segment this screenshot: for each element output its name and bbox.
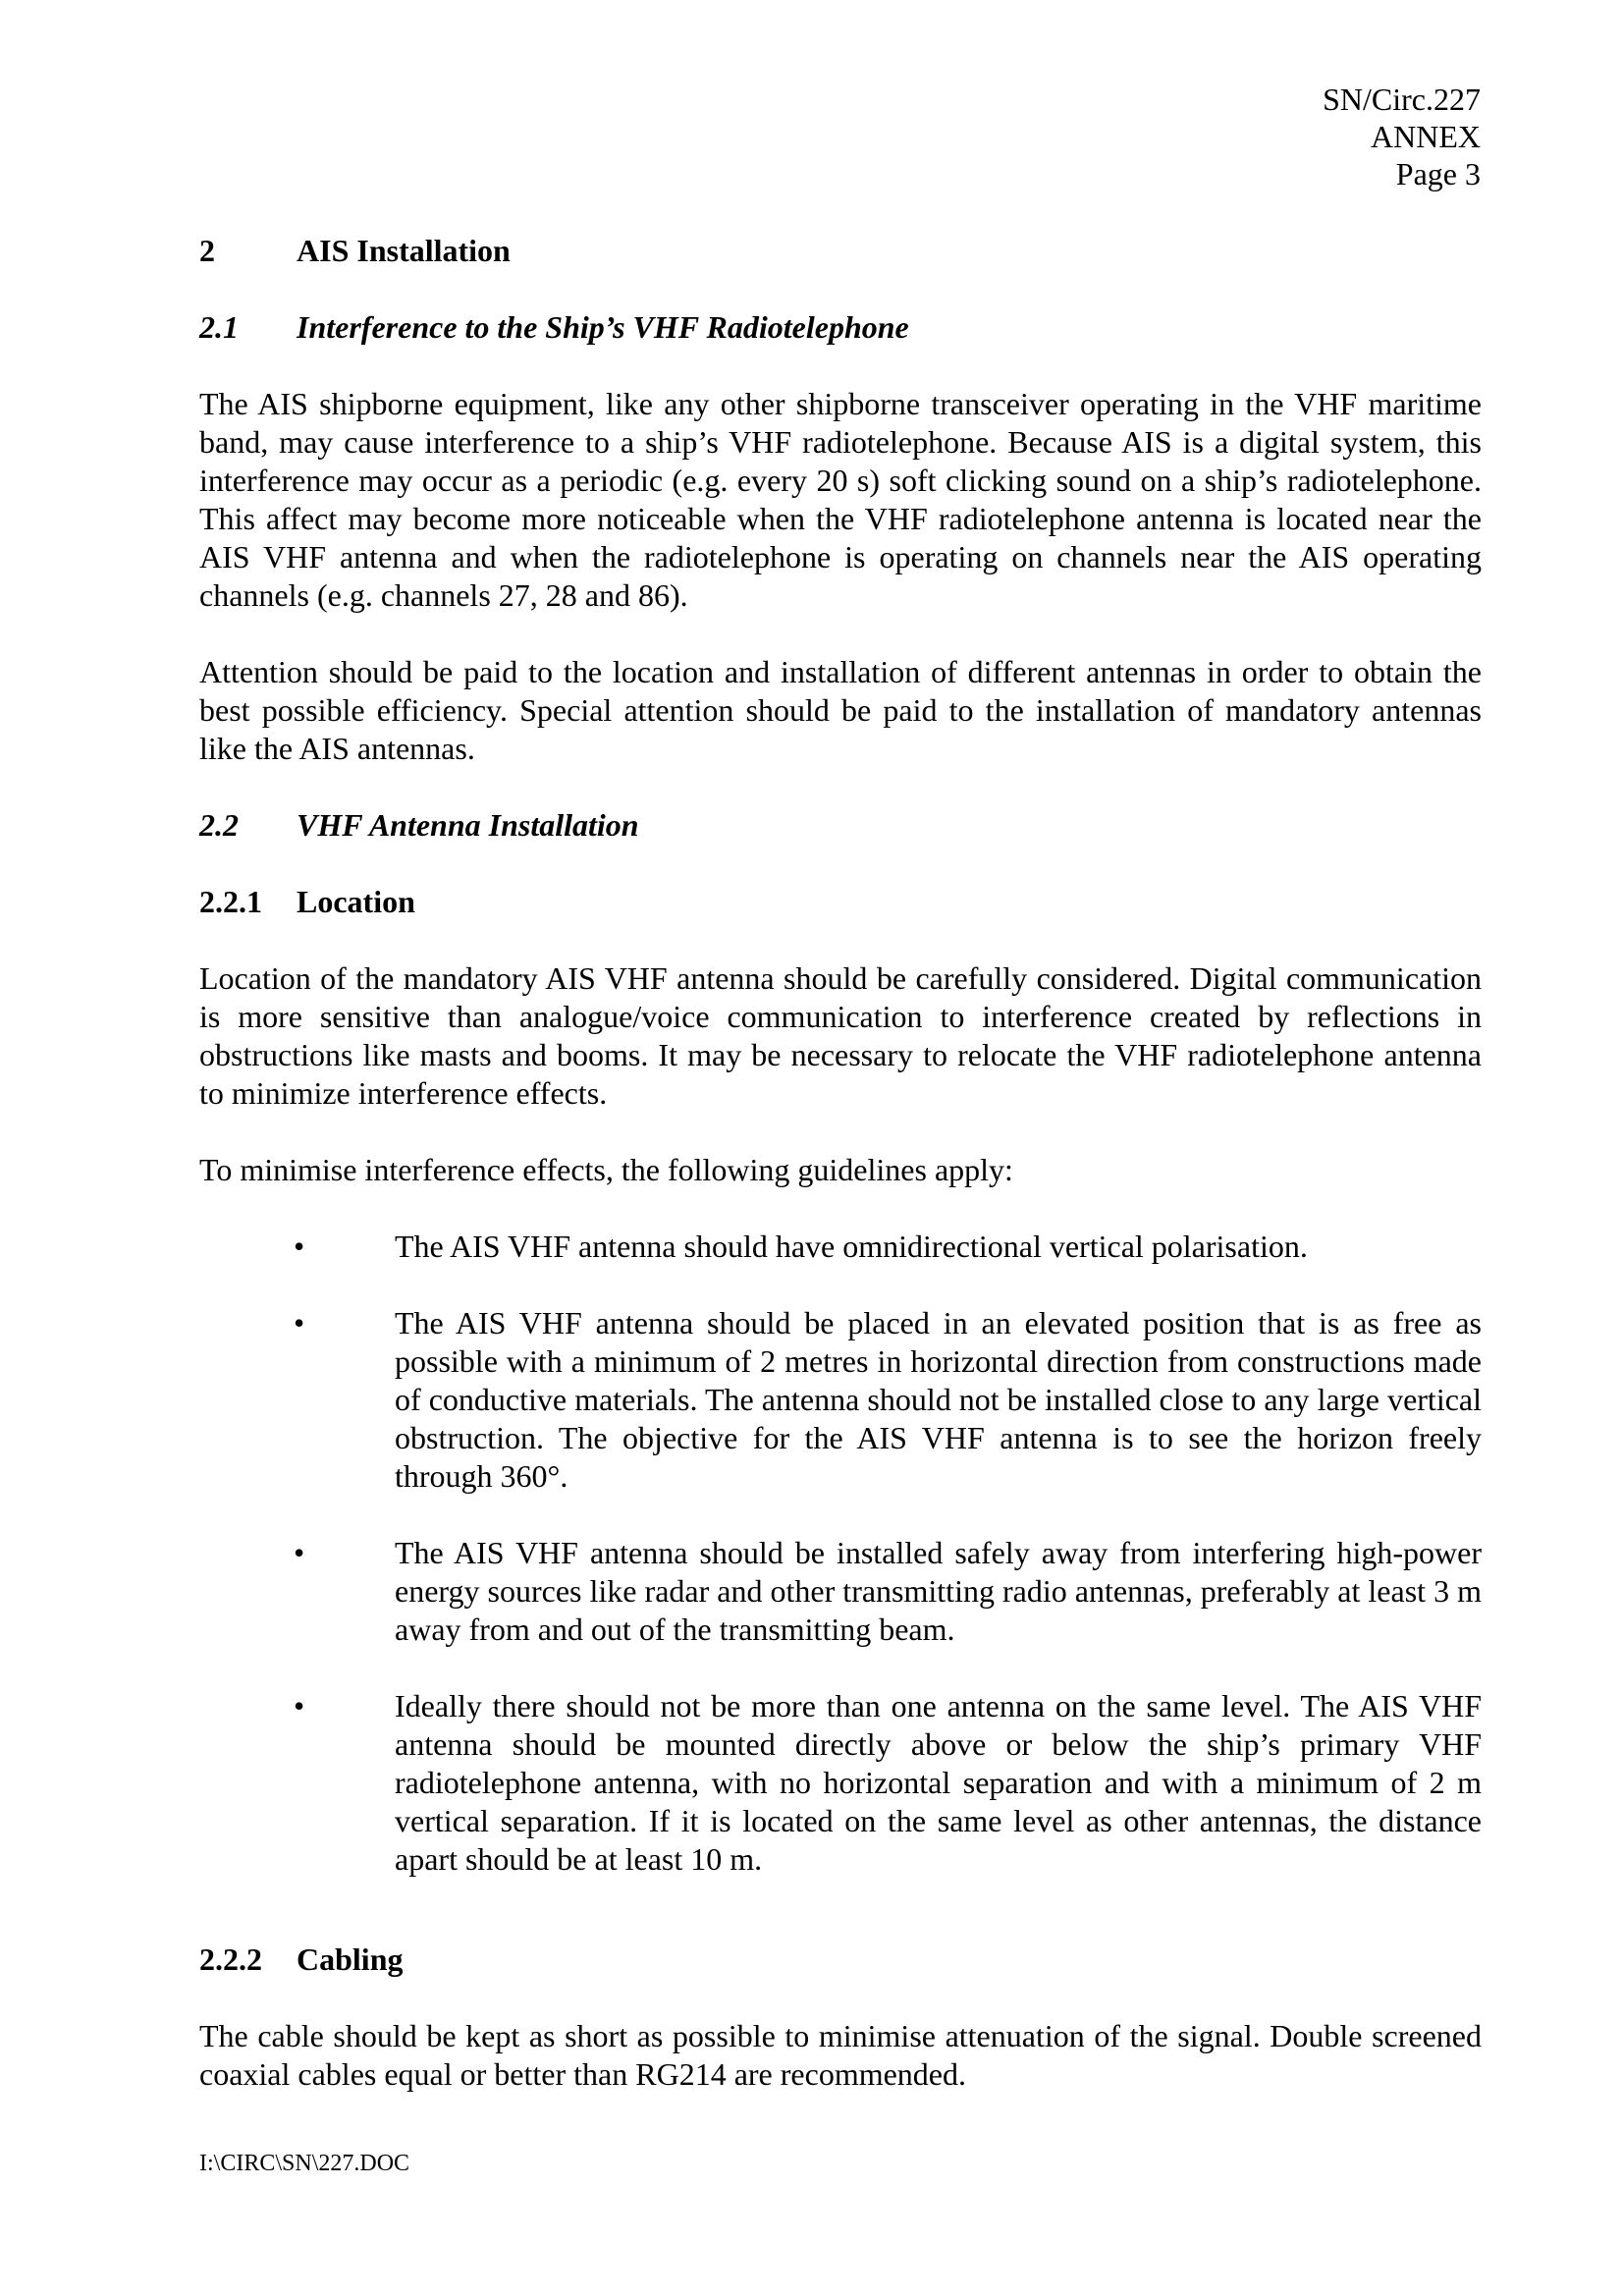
list-item-text: The AIS VHF antenna should be installed safely away from interfering high-power energy sources like radar and other transmitting radio antennas, preferably at least 3 m away from and out of the transmitting beam. xyxy=(395,1535,1482,1647)
paragraph-attention: Attention should be paid to the location and installation of different antennas in order to obtain the best possible efficiency. Special attention should be paid to the installation of mandatory antennas like the AIS antennas. xyxy=(199,654,1482,766)
bullet-icon: • xyxy=(294,1688,305,1723)
list-item-text: The AIS VHF antenna should have omnidirectional vertical polarisation. xyxy=(395,1229,1308,1264)
file-path-footer: I:\CIRC\SN\227.DOC xyxy=(199,2151,410,2176)
bullet-icon: • xyxy=(294,1305,305,1340)
page-number: Page 3 xyxy=(1395,156,1481,191)
list-item-text: The AIS VHF antenna should be placed in an elevated position that is as free as possible with a minimum of 2 metres in horizontal direction from constructions made of conductive materials. The antenna should not be installed close to any large vertical obstruction. The objective for the AIS VHF antenna is to see the horizon freely through 360°. xyxy=(395,1305,1482,1494)
section-title: Interference to the Ship’s VHF Radiotelephone xyxy=(297,309,909,345)
page-header xyxy=(1323,81,1481,192)
section-number: 2.2.2 xyxy=(199,1941,262,1977)
section-title: AIS Installation xyxy=(297,233,511,268)
annex-label: ANNEX xyxy=(1371,119,1481,154)
section-title: Cabling xyxy=(297,1941,404,1977)
section-number: 2.2.1 xyxy=(199,884,262,919)
paragraph-interference: The AIS shipborne equipment, like any other shipborne transceiver operating in the VHF maritime band, may cause interference to a ship’s VHF radiotelephone. Because AIS is a digital system, this interference may occur as a periodic (e.g. every 20 s) soft clicking sound on a ship’s radiotelephone. This affect may become more noticeable when the VHF radiotelephone antenna is located near the AIS VHF antenna and when the radiotelephone is operating on channels near the AIS operating channels (e.g. channels 27, 28 and 86). xyxy=(199,386,1482,613)
paragraph-guidelines-intro: To minimise interference effects, the following guidelines apply: xyxy=(199,1152,1013,1187)
document-reference: SN/Circ.227 xyxy=(1323,82,1481,117)
section-title: VHF Antenna Installation xyxy=(297,807,639,843)
list-item-text: Ideally there should not be more than one antenna on the same level. The AIS VHF antenna should be mounted directly above or below the ship’s primary VHF radiotelephone antenna, with no horizontal separation and with a minimum of 2 m vertical separation. If it is located on the same level as other antennas, the distance apart should be at least 10 m. xyxy=(395,1688,1482,1877)
paragraph-location: Location of the mandatory AIS VHF antenna should be carefully considered. Digital communication is more sensitive than analogue/voice communication to interference created by reflections in obstructions like masts and booms. It may be necessary to relocate the VHF radiotelephone antenna to minimize interference effects. xyxy=(199,960,1482,1111)
section-number: 2.1 xyxy=(199,309,239,345)
section-number: 2 xyxy=(199,233,215,268)
paragraph-cabling: The cable should be kept as short as possible to minimise attenuation of the signal. Double screened coaxial cables equal or better than RG214 are recommended. xyxy=(199,2018,1482,2092)
bullet-icon: • xyxy=(294,1535,305,1570)
bullet-icon: • xyxy=(294,1229,305,1264)
section-number: 2.2 xyxy=(199,807,239,843)
section-title: Location xyxy=(297,884,415,919)
